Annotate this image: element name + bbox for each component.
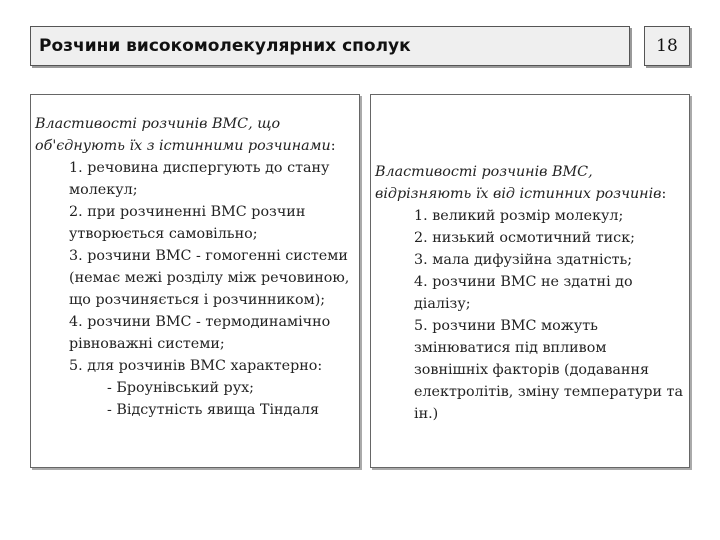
item-text: при розчиненні ВМС розчин утворюється самовільно; — [69, 204, 306, 242]
list-item — [414, 249, 685, 271]
sub-item: - Відсутність явища Тіндаля — [107, 399, 355, 421]
left-item-list — [35, 157, 355, 421]
right-heading-text: Властивості розчинів ВМС, відрізняють їх від істинних розчинів — [375, 164, 662, 202]
right-item-list — [375, 205, 685, 425]
list-item — [414, 227, 685, 249]
list-item — [69, 245, 355, 311]
right-panel-heading — [375, 161, 685, 205]
list-item — [69, 157, 355, 201]
list-item — [414, 271, 685, 315]
list-item — [414, 315, 685, 425]
item-text: для розчинів ВМС характерно: — [87, 358, 323, 374]
right-heading-colon: : — [661, 186, 667, 202]
item-number: 5. — [414, 318, 428, 334]
left-heading-text: Властивості розчинів ВМС, що об'єднують їх з істинними розчинами — [35, 116, 331, 154]
sub-item: - Броунівський рух; — [107, 377, 355, 399]
page-number-box — [644, 26, 690, 66]
item-number: 1. — [69, 160, 83, 176]
left-heading-colon: : — [330, 138, 336, 154]
item-number: 2. — [414, 230, 428, 246]
slide-title: Розчини високомолекулярних сполук — [39, 36, 411, 56]
item-text: мала дифузійна здатність; — [432, 252, 633, 268]
item-text: розчини ВМС - гомогенні системи (немає межі розділу між речовиною, що розчиняється і розчинником); — [69, 248, 350, 308]
list-item — [414, 205, 685, 227]
page-number: 18 — [656, 36, 678, 56]
item-number: 3. — [69, 248, 83, 264]
left-panel-heading — [35, 113, 355, 157]
item-text: низький осмотичний тиск; — [432, 230, 635, 246]
item-number: 4. — [414, 274, 428, 290]
right-panel — [370, 94, 690, 468]
item-number: 1. — [414, 208, 428, 224]
item-text: великий розмір молекул; — [432, 208, 624, 224]
item-number: 3. — [414, 252, 428, 268]
item-text: розчини ВМС не здатні до діалізу; — [414, 274, 633, 312]
slide-title-box — [30, 26, 630, 66]
item-text: розчини ВМС можуть змінюватися під впливом зовнішніх факторів (додавання електролітів, зміну температури та ін.) — [414, 318, 683, 422]
item-text: розчини ВМС - термодинамічно рівноважні системи; — [69, 314, 331, 352]
list-item — [69, 311, 355, 355]
item-text: речовина диспергують до стану молекул; — [69, 160, 330, 198]
sub-item-list — [69, 377, 355, 421]
left-panel — [30, 94, 360, 468]
item-number: 4. — [69, 314, 83, 330]
list-item — [69, 201, 355, 245]
item-number: 2. — [69, 204, 83, 220]
item-number: 5. — [69, 358, 83, 374]
list-item — [69, 355, 355, 421]
